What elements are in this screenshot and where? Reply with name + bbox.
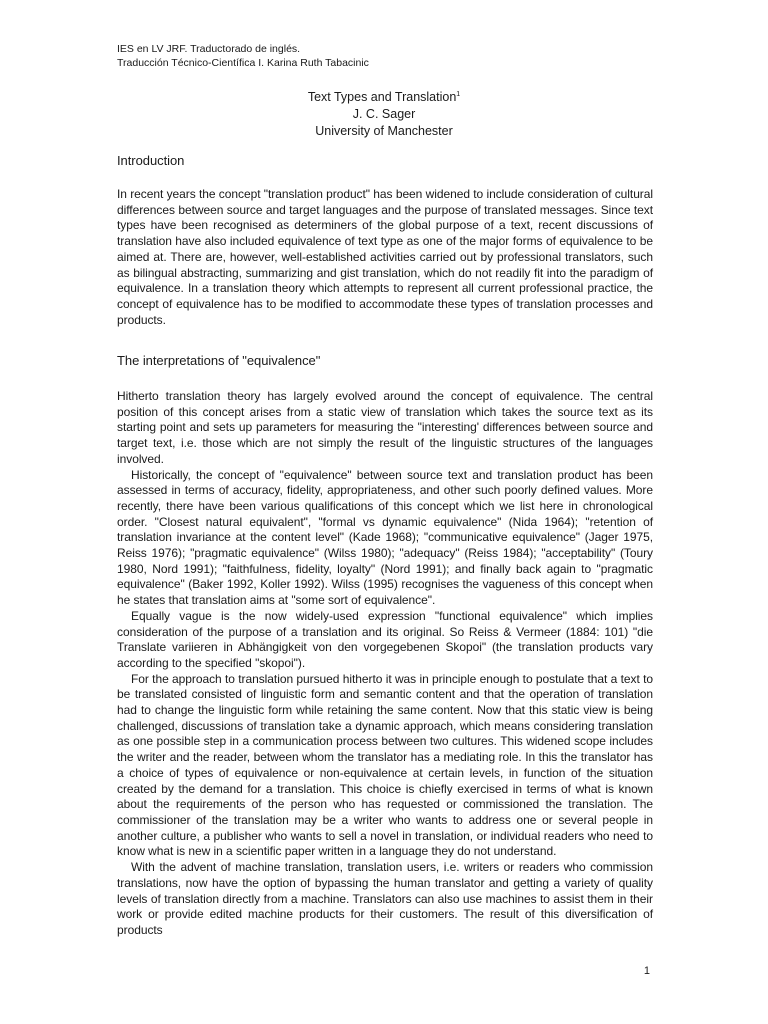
author: J. C. Sager: [352, 107, 416, 121]
paragraph: Equally vague is the now widely-used expression "functional equivalence" which implies consideration of the purpose of a translation and its original. So Reiss & Vermeer (1884: 101) "die Translate variieren in Abhängigkeit von den vorgegebenen Skopoi" (the translation products vary according to the specified "skopoi").: [117, 608, 653, 670]
page-header: [117, 42, 369, 70]
document-title: [0, 86, 768, 106]
affiliation: University of Manchester: [315, 124, 453, 138]
introduction-section: [117, 187, 653, 328]
paragraph: With the advent of machine translation, translation users, i.e. writers or readers who commission translations, now have the option of bypassing the human translator and getting a variety of quality levels of translation directly from a machine. Translators can also use machines to assist them in their work or provide edited machine products for their customers. The result of this diversification of products: [117, 860, 653, 937]
paragraph: In recent years the concept "translation product" has been widened to include consideration of cultural differences between source and target languages and the purpose of translated messages. Since text types have been recognised as determiners of the global purpose of a text, recent discussions of translation have also included equivalence of text type as one of the major forms of equivalence to be aimed at. There are, however, well-established activities carried out by professional translators, such as bilingual abstracting, summarizing and gist translation, which do not readily fit into the paradigm of equivalence. In a translation theory which attempts to represent all current professional practice, the concept of equivalence has to be modified to accommodate these types of translation processes and products.: [117, 187, 653, 327]
page-number: 1: [643, 965, 650, 977]
header-institution: IES en LV JRF. Traductorado de inglés.: [117, 43, 301, 55]
section-heading-introduction: Introduction: [117, 153, 185, 168]
header-course: Traducción Técnico-Científica I. Karina Ruth Tabacinic: [117, 57, 369, 69]
paragraph: For the approach to translation pursued hitherto it was in principle enough to postulate that a text to be translated consisted of linguistic form and semantic content and that the operation of translation had to change the linguistic form while retaining the same content. Now that this static view is being challenged, discussions of translation take a dynamic approach, which means considering translation as one possible step in a communication process between two cultures. This widened scope includes the writer and the reader, between whom the translator has a mediating role. In this the translator has a choice of types of equivalence or non-equivalence at certain levels, in function of the situation created by the demand for a translation. This choice is chiefly exercised in terms of what is known about the requirements of the person who has requested or commissioned the translation. The commissioner of the translation may be a writer who wants to address one or several people in another culture, a publisher who wants to sell a novel in translation, or individual readers who need to know what is new in a scientific paper written in a language they do not understand.: [117, 671, 653, 859]
paragraph: Historically, the concept of "equivalence" between source text and translation product has been assessed in terms of accuracy, fidelity, appropriateness, and other such poorly defined values. More recently, there have been various qualifications of this concept which we list here in chronological order. "Closest natural equivalent", "formal vs dynamic equivalence" (Nida 1964); "retention of translation invariance at the content level" (Kade 1968); "communicative equivalence" (Jager 1975, Reiss 1976); "pragmatic equivalence" (Wilss 1980); "adequacy" (Reiss 1984); "acceptability" (Toury 1980, Nord 1991); "faithfulness, fidelity, loyalty" (Nord 1991); and finally back again to "pragmatic equivalence" (Baker 1992, Koller 1992). Wilss (1995) recognises the vagueness of this concept when he states that translation aims at "some sort of equivalence".: [117, 467, 653, 608]
title-block: [0, 86, 768, 140]
footnote-marker[interactable]: 1: [456, 91, 461, 98]
section-heading-equivalence: The interpretations of "equivalence": [117, 353, 321, 368]
document-title-text: Text Types and Translation: [307, 90, 457, 104]
equivalence-section: [117, 389, 653, 939]
paragraph: Hitherto translation theory has largely evolved around the concept of equivalence. The central position of this concept arises from a static view of translation which takes the source text as its starting point and sets up parameters for measuring the "interesting' differences between source and target text, i.e. those which are not simply the result of the linguistic structures of the languages involved.: [117, 389, 653, 466]
